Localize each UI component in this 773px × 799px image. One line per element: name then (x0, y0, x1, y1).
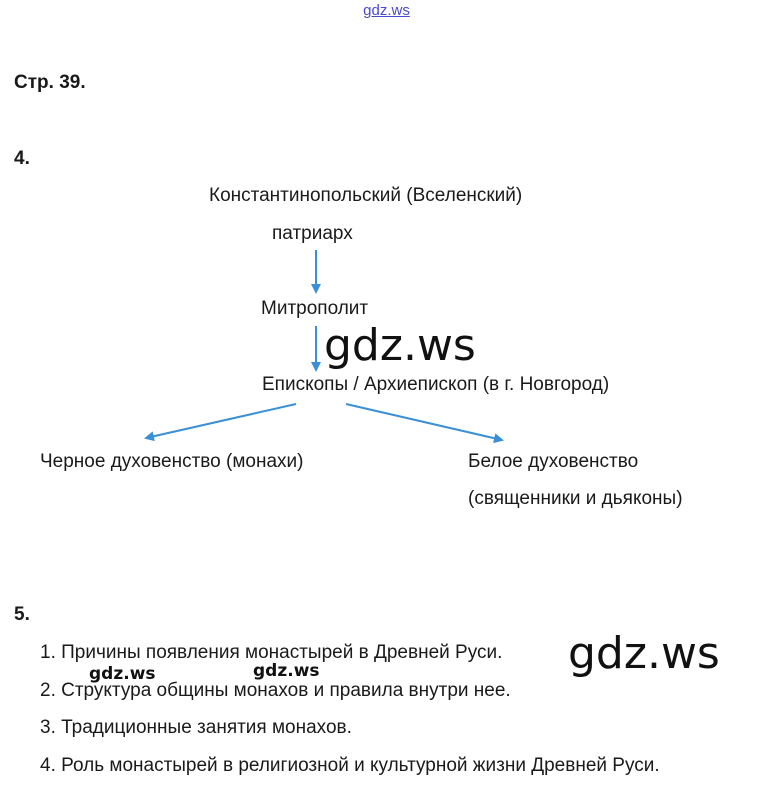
watermark-center: gdz.ws (324, 320, 476, 371)
metropolitan-node: Митрополит (261, 298, 369, 319)
patriarch-node-line2: патриарх (272, 223, 353, 244)
task-5-number: 5. (14, 604, 30, 625)
page-reference: Стр. 39. (14, 72, 86, 93)
watermark-right: gdz.ws (568, 628, 720, 679)
list-item-4: 4. Роль монастырей в религиозной и культурной жизни Древней Руси. (40, 755, 660, 776)
task-4-number: 4. (14, 148, 30, 169)
arrow-bishops-to-black-clergy (146, 404, 296, 438)
watermark-small-mid: gdz.ws (253, 661, 320, 681)
black-clergy-node: Черное духовенство (монахи) (40, 451, 304, 472)
header-watermark: gdz.ws (363, 2, 410, 19)
list-item-3: 3. Традиционные занятия монахов. (40, 717, 352, 738)
list-item-1: 1. Причины появления монастырей в Древней Руси. (40, 642, 503, 663)
white-clergy-node-line1: Белое духовенство (468, 451, 639, 472)
white-clergy-node-line2: (священники и дьяконы) (468, 488, 683, 509)
bishops-node: Епископы / Архиепископ (в г. Новгород) (262, 374, 610, 395)
arrow-bishops-to-white-clergy (346, 404, 502, 440)
patriarch-node-line1: Константинопольский (Вселенский) (209, 185, 523, 206)
list-item-2: 2. Структура общины монахов и правила внутри нее. (40, 680, 511, 701)
watermark-small-left: gdz.ws (89, 664, 156, 684)
